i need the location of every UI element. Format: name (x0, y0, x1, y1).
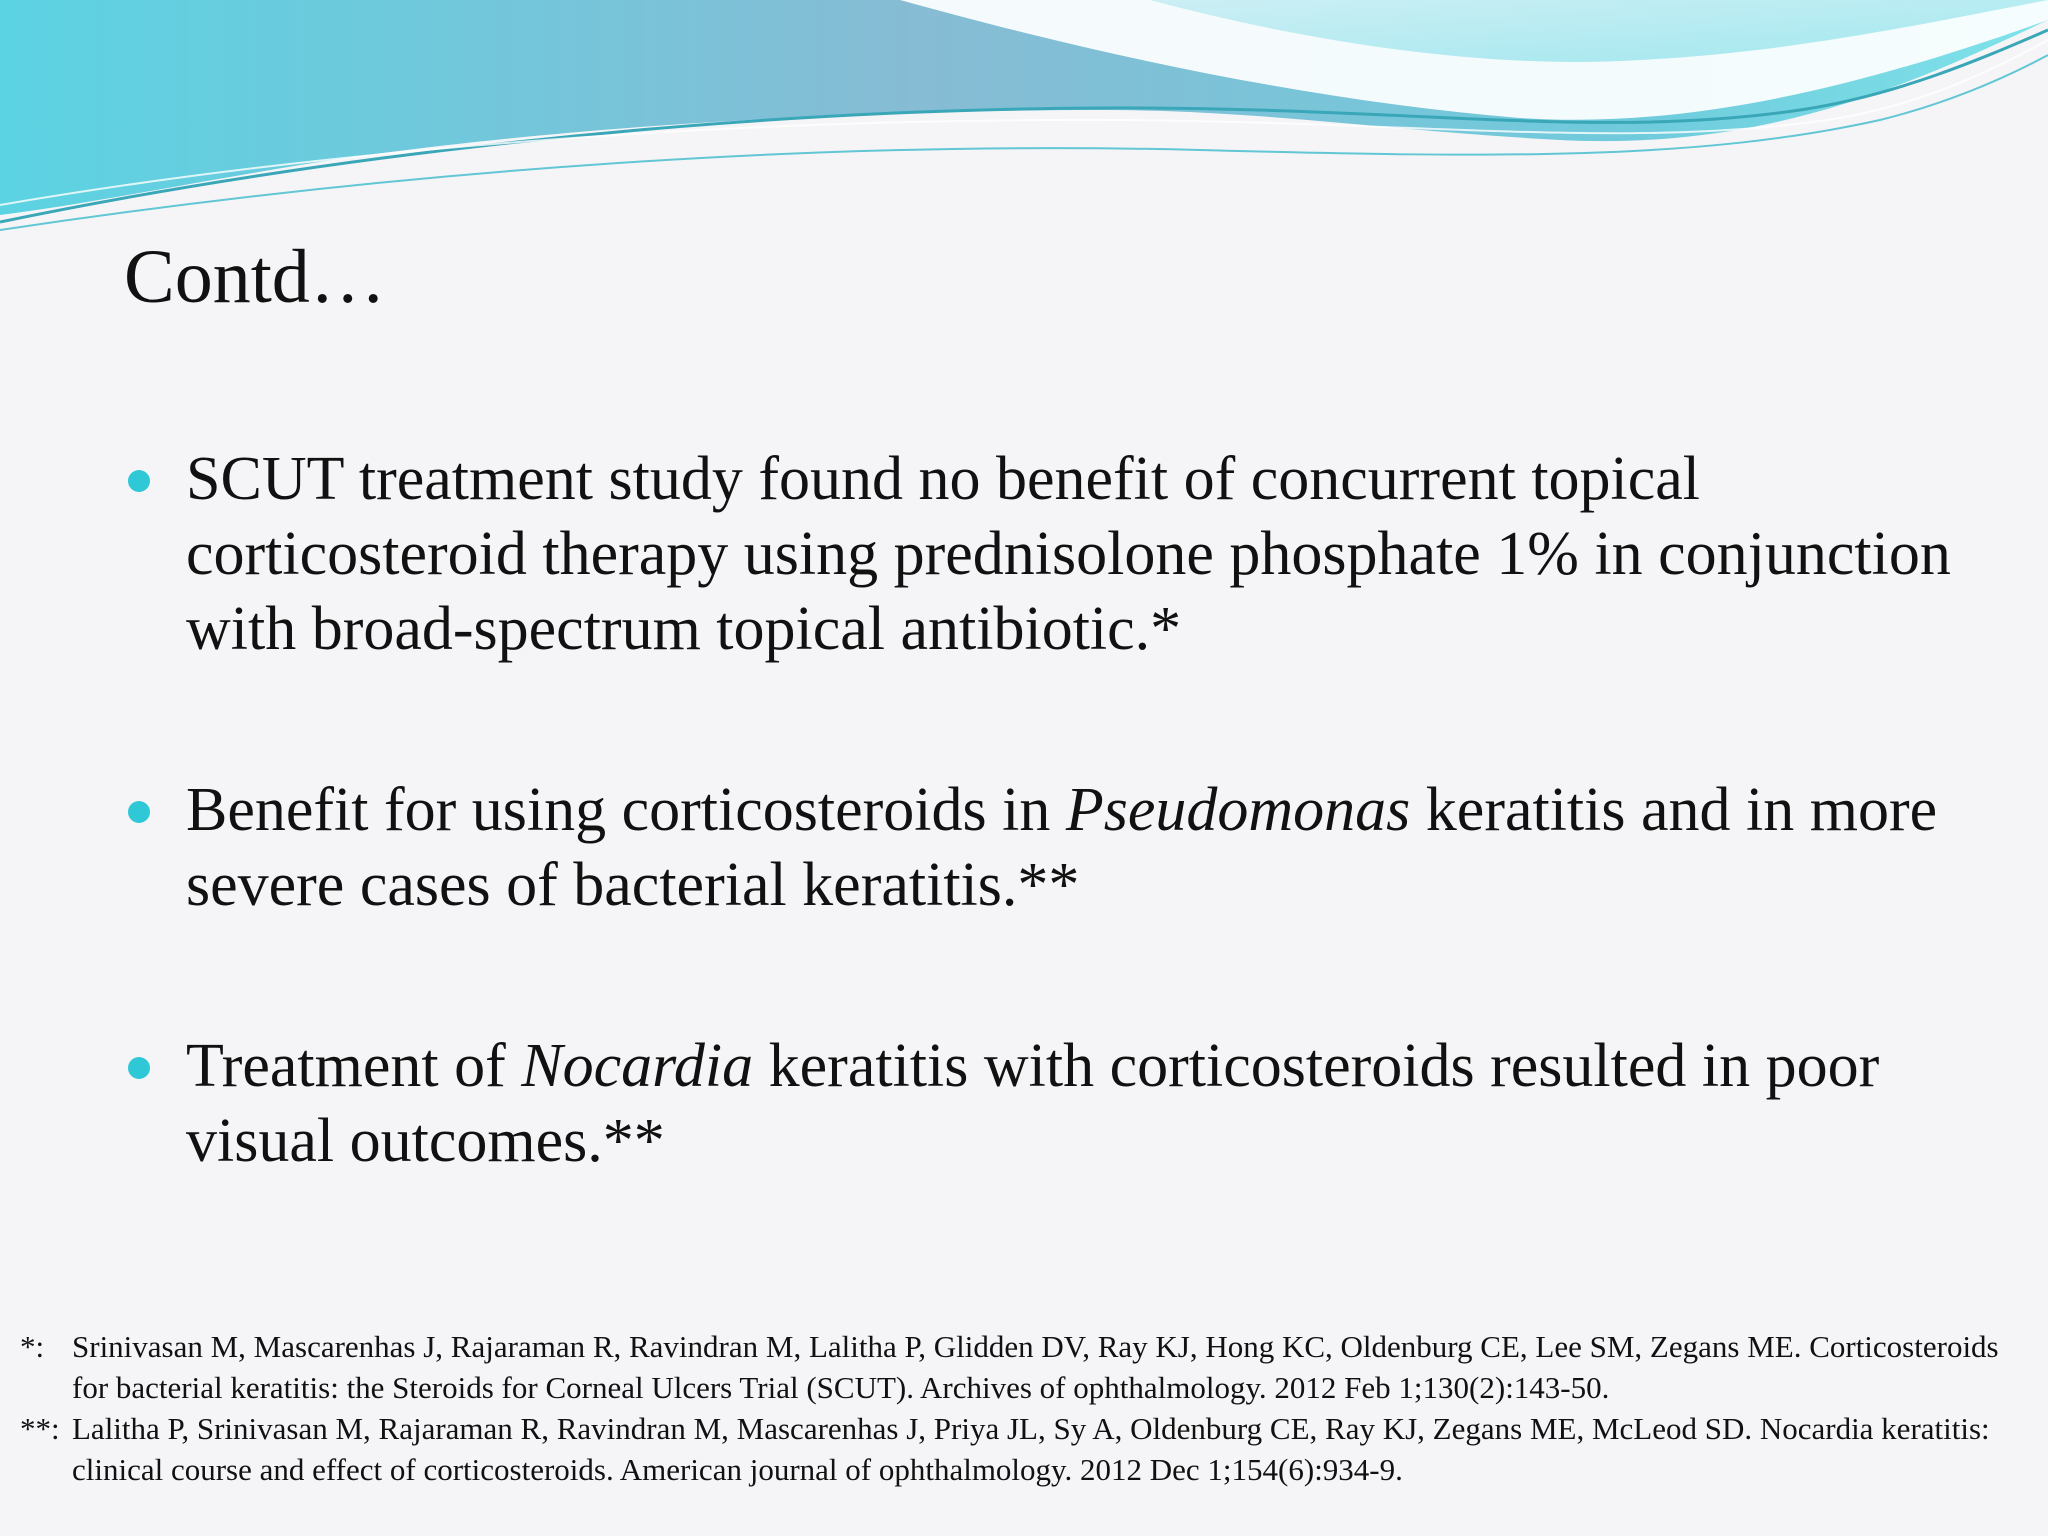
references (20, 1326, 2020, 1490)
bullet-text: SCUT treatment study found no benefit of concurrent topical corticosteroid therapy using prednisolone phosphate 1% in conjunction with broad-spectrum topical antibiotic.* (186, 445, 1951, 663)
reference-text: Srinivasan M, Mascarenhas J, Rajaraman R, Ravindran M, Lalitha P, Glidden DV, Ray KJ, Hong KC, Oldenburg CE, Lee SM, Zegans ME. Corticosteroids for bacterial keratitis: the Steroids for Corneal Ulcers Trial (SCUT). Archives of ophthalmology. 2012 Feb 1;130(2):143-50. (72, 1329, 1999, 1405)
reference-item (20, 1326, 2020, 1408)
reference-marker: **: (20, 1411, 60, 1446)
bullet-text-before: Treatment of (186, 1032, 522, 1100)
bullet-text-before: Benefit for using corticosteroids in (186, 776, 1066, 844)
bullet-dot-icon (128, 470, 150, 492)
bullet-text-italic: Pseudomonas (1065, 776, 1411, 844)
reference-item (20, 1408, 2020, 1490)
reference-marker: *: (20, 1329, 45, 1364)
header-wave-decoration (0, 0, 2048, 240)
reference-text: Lalitha P, Srinivasan M, Rajaraman R, Ravindran M, Mascarenhas J, Priya JL, Sy A, Oldenburg CE, Ray KJ, Zegans ME, McLeod SD. Nocardia keratitis: clinical course and effect of corticosteroids. American journal of ophthalmology. 2012 Dec 1;154(6):934-9. (72, 1411, 1990, 1487)
bullet-item (124, 1029, 2004, 1179)
bullet-dot-icon (128, 1057, 150, 1079)
bullet-list (124, 442, 2004, 1179)
bullet-text-after: keratitis and in more severe cases of bacterial keratitis.** (186, 776, 1938, 919)
slide-title: Contd… (124, 235, 386, 319)
bullet-text-italic: Nocardia (521, 1032, 754, 1100)
bullet-item (124, 442, 2004, 667)
bullet-item (124, 773, 2004, 923)
bullet-text-after: keratitis with corticosteroids resulted in poor visual outcomes.** (186, 1032, 1880, 1175)
bullet-dot-icon (128, 801, 150, 823)
